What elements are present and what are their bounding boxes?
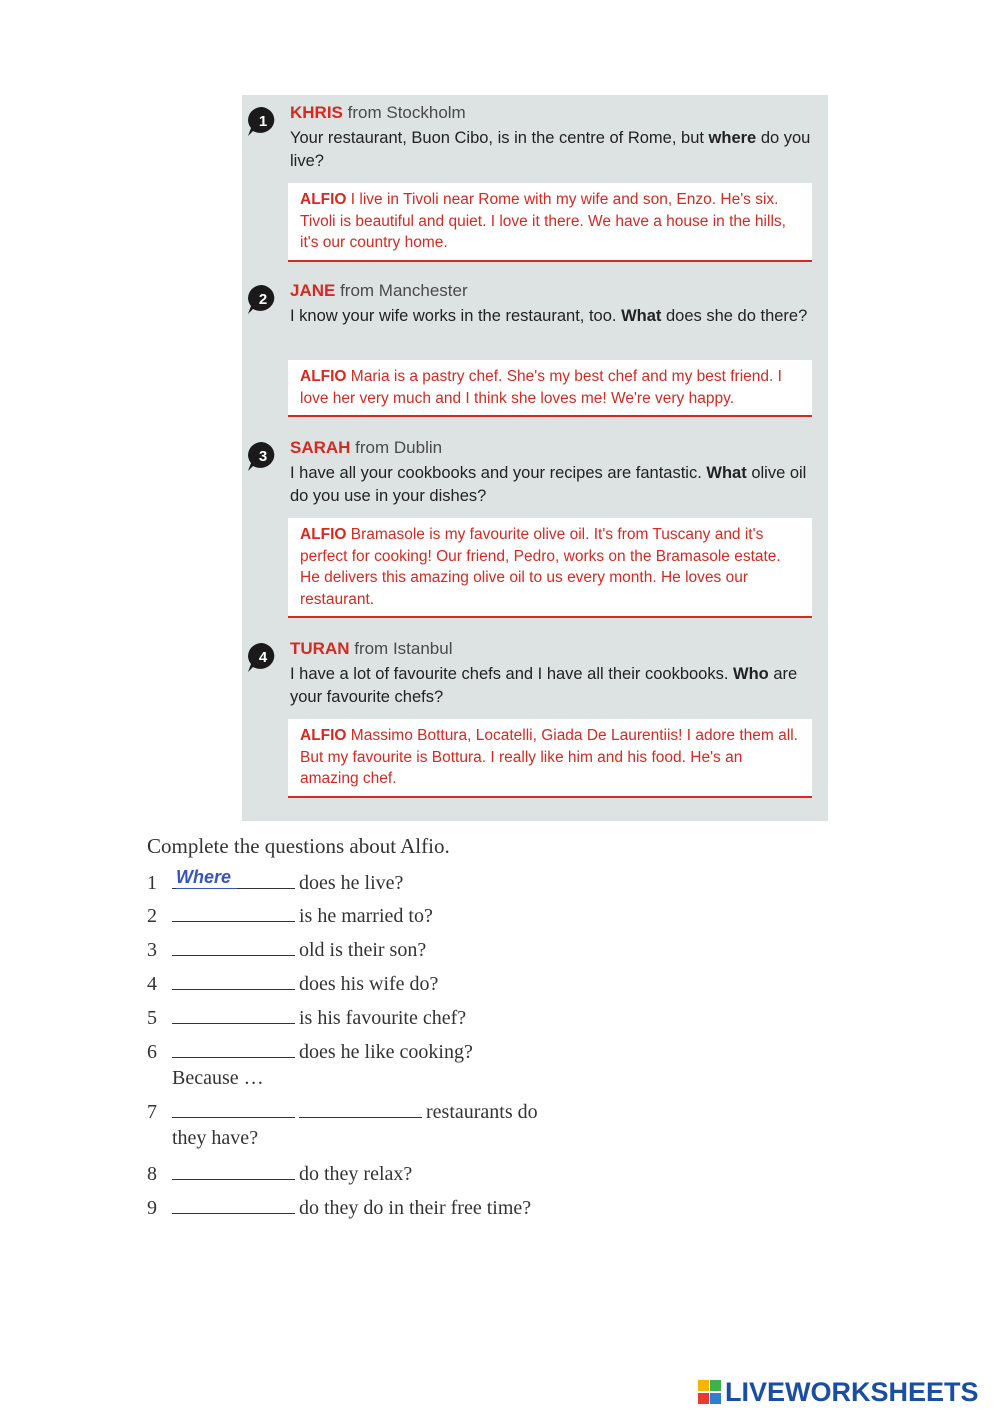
answer-blank-input[interactable] (172, 1195, 295, 1214)
question-text: Your restaurant, Buon Cibo, is in the centre of Rome, but where do you live? (290, 129, 811, 170)
exercise-item (147, 1195, 531, 1220)
answer-text: Maria is a pastry chef. She's my best chef and my best friend. I love her very much and I think she loves me! We're very happy. (300, 368, 782, 407)
item-number: 1 (147, 872, 157, 894)
item-number: 2 (147, 905, 157, 927)
item-text: do they relax? (299, 1163, 413, 1185)
exercise-item (147, 1005, 466, 1030)
answer-blank-input[interactable] (172, 1099, 295, 1118)
answer-blank-input[interactable] (172, 1161, 295, 1180)
question-text: I have a lot of favourite chefs and I have all their cookbooks. Who are your favourite chefs? (290, 665, 798, 706)
answer-box (288, 183, 812, 262)
exercise-item (147, 903, 433, 928)
question-text: I have all your cookbooks and your recipes are fantastic. What olive oil do you use in your dishes? (290, 464, 807, 505)
answer-blank-input[interactable] (172, 937, 295, 956)
item-text: old is their son? (299, 939, 427, 961)
item-continuation: they have? (172, 1127, 259, 1149)
question-number: 1 (258, 113, 268, 130)
item-continuation: Because … (172, 1067, 264, 1089)
answer-speaker: ALFIO (300, 368, 347, 385)
speech-bubble-number-icon (245, 283, 279, 317)
question-number: 4 (258, 649, 268, 666)
answer-blank-input[interactable] (172, 867, 295, 889)
item-number: 8 (147, 1163, 157, 1185)
liveworksheets-logo-text: LIVEWORKSHEETS (725, 1377, 979, 1407)
item-text: does his wife do? (299, 973, 439, 995)
speech-bubble-number-icon (245, 440, 279, 474)
author-city: from Manchester (335, 281, 468, 300)
exercise-item (147, 971, 438, 996)
answer-text: Bramasole is my favourite olive oil. It's from Tuscany and it's perfect for cooking! Our friend, Pedro, works on the Bramasole estate. He delivers this amazing olive oil to us every month. He loves our restaurant. (300, 526, 781, 608)
exercise-item (147, 1039, 473, 1064)
item-number: 3 (147, 939, 157, 961)
question-number: 3 (258, 448, 268, 465)
author-city: from Dublin (350, 438, 443, 457)
item-text: is his favourite chef? (299, 1007, 467, 1029)
item-number: 4 (147, 973, 157, 995)
item-text: is he married to? (299, 905, 433, 927)
question-number: 2 (258, 291, 268, 308)
item-number: 6 (147, 1041, 157, 1063)
answer-speaker: ALFIO (300, 727, 347, 744)
question-text: I know your wife works in the restaurant, too. What does she do there? (290, 307, 808, 325)
exercise-item (147, 1161, 412, 1186)
exercise-item (147, 867, 404, 895)
item-text: do they do in their free time? (299, 1197, 532, 1219)
exercise-item (147, 937, 426, 962)
answer-box (288, 518, 812, 618)
author-name: JANE (290, 281, 336, 300)
exercise-item (147, 1099, 538, 1124)
question-author (290, 281, 468, 301)
filled-answer: Where (176, 867, 237, 889)
answer-text: I live in Tivoli near Rome with my wife and son, Enzo. He's six. Tivoli is beautiful and quiet. I love it there. We have a house in the hills, it's our country home. (300, 191, 786, 251)
answer-speaker: ALFIO (300, 191, 347, 208)
answer-blank-input[interactable] (172, 971, 295, 990)
speech-bubble-number-icon (245, 641, 279, 675)
answer-speaker: ALFIO (300, 526, 347, 543)
question-author (290, 639, 453, 659)
author-city: from Istanbul (349, 639, 453, 658)
answer-blank-input[interactable] (172, 1039, 295, 1058)
answer-box (288, 360, 812, 417)
interview-panel (242, 95, 828, 821)
item-number: 9 (147, 1197, 157, 1219)
author-city: from Stockholm (342, 103, 466, 122)
question-author (290, 103, 466, 123)
item-number: 7 (147, 1101, 157, 1123)
answer-blank-input[interactable] (299, 1099, 422, 1118)
answer-text: Massimo Bottura, Locatelli, Giada De Laurentiis! I adore them all. But my favourite is Bottura. I really like him and his food. He's an amazing chef. (300, 727, 798, 787)
speech-bubble-number-icon (245, 105, 279, 139)
item-text: does he live? (299, 872, 404, 894)
item-text: does he like cooking? (299, 1041, 473, 1063)
answer-box (288, 719, 812, 798)
question-author (290, 438, 442, 458)
item-text: restaurants do (426, 1101, 538, 1123)
answer-blank-input[interactable] (172, 1005, 295, 1024)
item-number: 5 (147, 1007, 157, 1029)
author-name: TURAN (290, 639, 350, 658)
liveworksheets-logo-icon (697, 1376, 723, 1410)
author-name: KHRIS (290, 103, 343, 122)
exercise-title: Complete the questions about Alfio. (147, 834, 450, 858)
author-name: SARAH (290, 438, 351, 457)
answer-blank-input[interactable] (172, 903, 295, 922)
